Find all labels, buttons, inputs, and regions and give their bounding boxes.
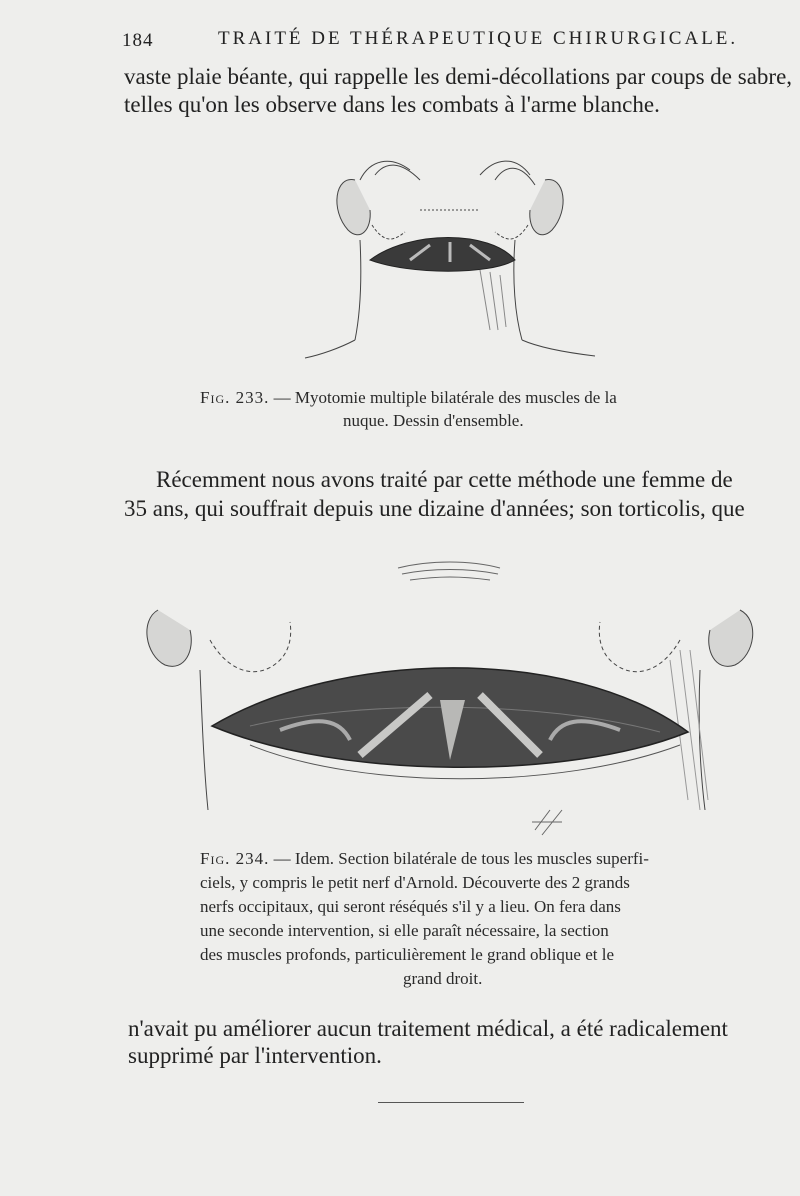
- figure-233-label: Fig. 233.: [200, 388, 270, 407]
- figure-234-caption-line-5: des muscles profonds, particulièrement le grand oblique et le: [200, 945, 615, 964]
- paragraph-1-line-2: telles qu'on les observe dans les combats à l'arme blanche.: [124, 92, 660, 117]
- figure-234-caption-line-4: une seconde intervention, si elle paraît nécessaire, la section: [200, 921, 609, 940]
- figure-233-caption-line-2: nuque. Dessin d'ensemble.: [343, 411, 524, 430]
- paragraph-2-line-2: 35 ans, qui souffrait depuis une dizaine d'années; son torticolis, que: [124, 496, 745, 521]
- figure-234-caption-line-6: grand droit.: [403, 969, 483, 988]
- figure-234-caption-line-2: ciels, y compris le petit nerf d'Arnold. Découverte des 2 grands: [200, 873, 630, 892]
- paragraph-3-line-2: supprimé par l'intervention.: [128, 1043, 382, 1068]
- paragraph-1-line-1: vaste plaie béante, qui rappelle les demi-décollations par coups de sabre,: [124, 64, 793, 89]
- figure-234-caption-line-1: Fig. 234. — Idem. Section bilatérale de tous les muscles superfi-: [200, 849, 649, 868]
- figure-233-caption-line-1: Fig. 233. — Myotomie multiple bilatérale des muscles de la: [200, 388, 617, 407]
- page-number: 184: [122, 30, 154, 51]
- paragraph-2-line-1: Récemment nous avons traité par cette méthode une femme de: [156, 467, 733, 492]
- section-end-rule: [378, 1102, 524, 1103]
- paragraph-3-line-1: n'avait pu améliorer aucun traitement médical, a été radicalement: [128, 1016, 728, 1041]
- figure-233-neck-incision-illustration: [300, 150, 600, 365]
- figure-234-muscle-section-illustration: [140, 550, 760, 840]
- running-title: TRAITÉ DE THÉRAPEUTIQUE CHIRURGICALE.: [218, 28, 739, 49]
- figure-234-caption-line-3: nerfs occipitaux, qui seront réséqués s'il y a lieu. On fera dans: [200, 897, 621, 916]
- figure-234-label: Fig. 234.: [200, 849, 270, 868]
